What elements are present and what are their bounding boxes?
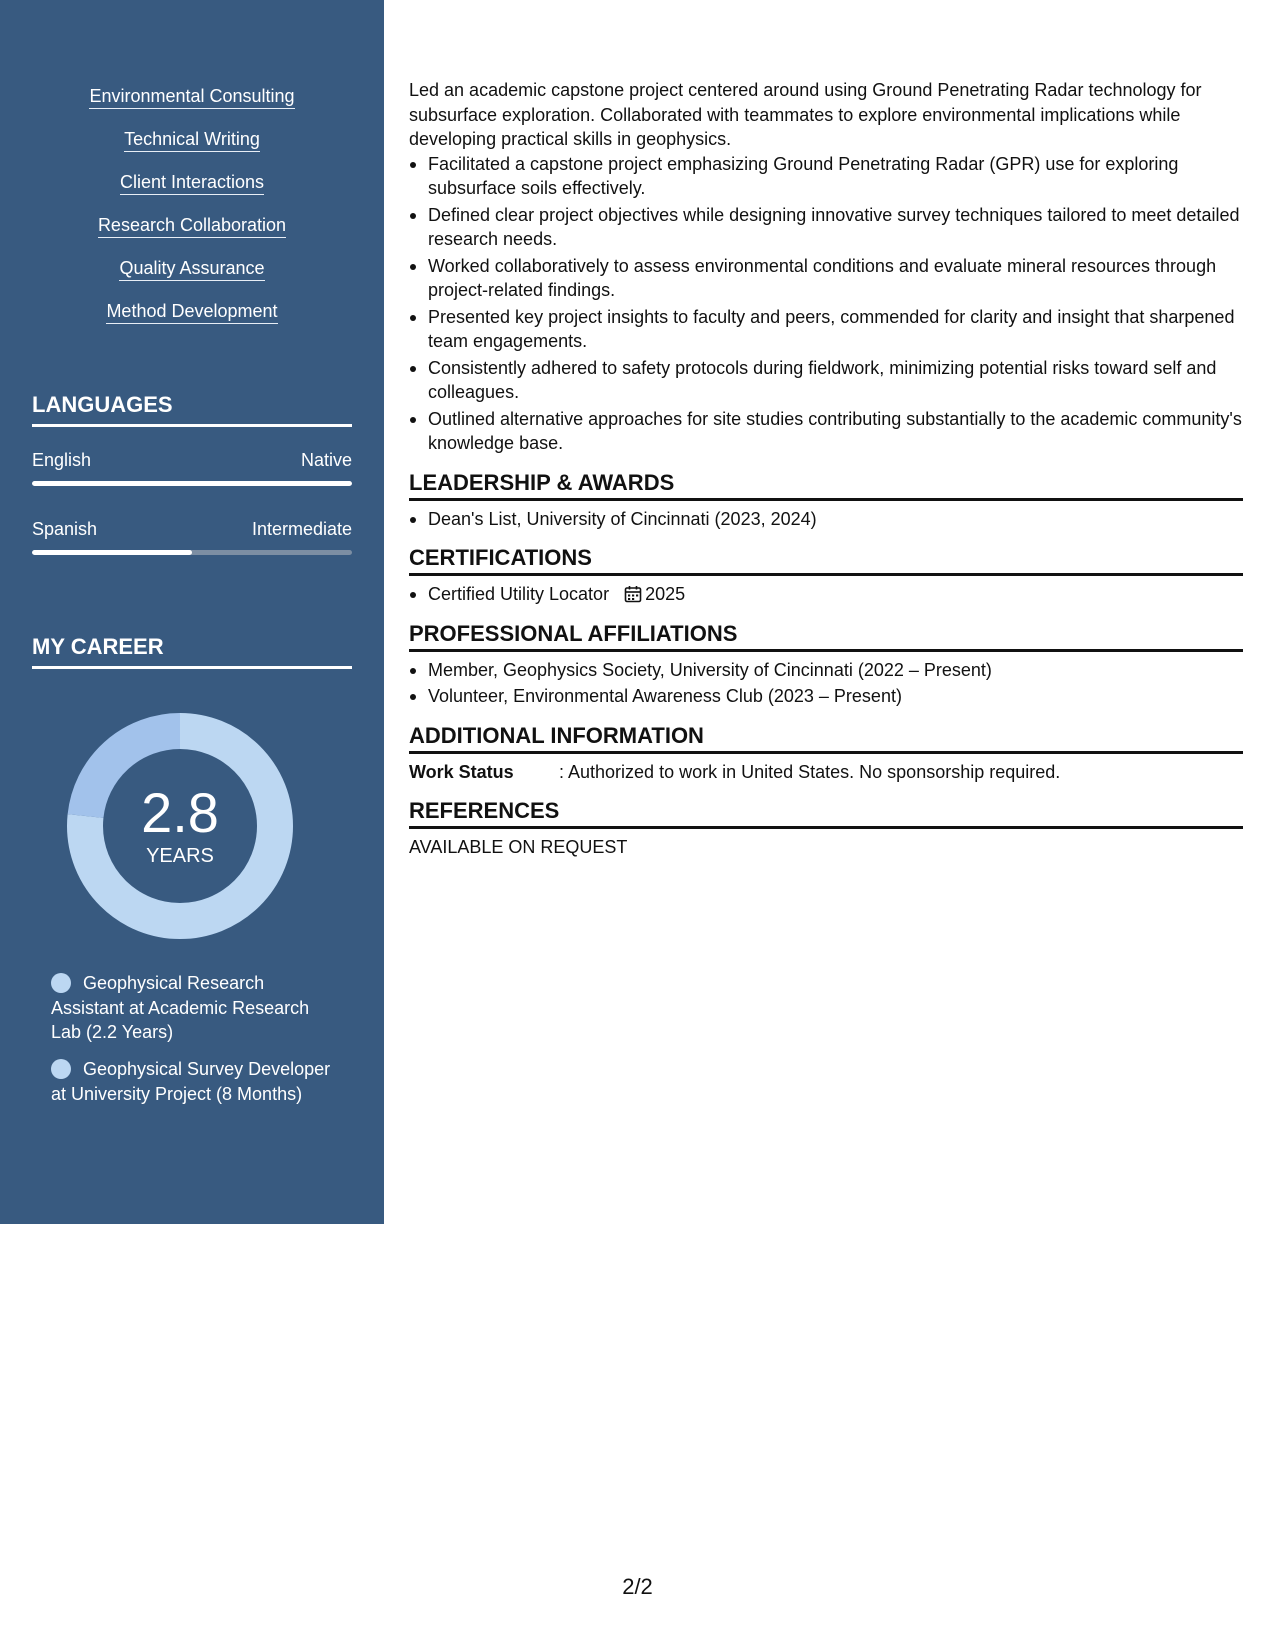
skill-link[interactable]: Research Collaboration	[98, 215, 286, 238]
main-content	[409, 78, 1243, 860]
legend-dot	[51, 973, 71, 993]
career-legend-label: Geophysical Research Assistant at Academic Research Lab (2.2 Years)	[51, 973, 310, 1042]
affiliations-list	[409, 658, 1243, 709]
list-item	[409, 582, 1243, 607]
language-bar-spanish	[32, 550, 352, 555]
language-row-spanish	[32, 518, 352, 540]
certification-year: 2025	[645, 584, 686, 604]
list-item: Outlined alternative approaches for site studies contributing substantially to the academic community's knowledge base.	[409, 407, 1243, 456]
career-legend-item	[51, 971, 341, 1045]
language-bar-fill	[32, 481, 352, 486]
calendar-icon	[624, 585, 642, 603]
page-number: 2/2	[622, 1574, 653, 1599]
section-title-certifications: CERTIFICATIONS	[409, 545, 1243, 576]
language-level: Intermediate	[251, 519, 352, 539]
section-title-additional: ADDITIONAL INFORMATION	[409, 723, 1243, 754]
list-item: Worked collaboratively to assess environmental conditions and evaluate mineral resources through project-related findings.	[409, 254, 1243, 303]
work-status-value: : Authorized to work in United States. No sponsorship required.	[559, 761, 1061, 782]
certification-name: Certified Utility Locator	[428, 584, 610, 604]
skill-link[interactable]: Environmental Consulting	[89, 86, 294, 109]
section-title-affiliations: PROFESSIONAL AFFILIATIONS	[409, 621, 1243, 652]
career-total-value: 2.8	[141, 781, 219, 844]
list-item: Volunteer, Environmental Awareness Club (2023 – Present)	[409, 684, 1243, 709]
work-status-label: Work Status	[409, 761, 514, 782]
skill-link[interactable]: Technical Writing	[124, 129, 260, 152]
references-text: AVAILABLE ON REQUEST	[409, 837, 628, 857]
section-title-references: REFERENCES	[409, 798, 1243, 829]
career-total-unit: YEARS	[146, 845, 214, 867]
certifications-list	[409, 582, 1243, 607]
career-legend-label: Geophysical Survey Developer at University Project (8 Months)	[51, 1059, 331, 1104]
career-legend-item	[51, 1057, 341, 1106]
language-name: Spanish	[32, 519, 98, 539]
list-item: Dean's List, University of Cincinnati (2023, 2024)	[409, 507, 1243, 532]
sidebar	[0, 0, 384, 1224]
language-row-english	[32, 449, 352, 471]
skill-link[interactable]: Quality Assurance	[119, 258, 264, 281]
skills-list	[0, 86, 384, 344]
skill-link[interactable]: Method Development	[106, 301, 277, 324]
career-total	[66, 712, 294, 940]
skill-link[interactable]: Client Interactions	[120, 172, 264, 195]
list-item: Facilitated a capstone project emphasizing Ground Penetrating Radar (GPR) use for exploring subsurface soils effectively.	[409, 152, 1243, 201]
list-item: Member, Geophysics Society, University of Cincinnati (2022 – Present)	[409, 658, 1243, 683]
list-item: Presented key project insights to faculty and peers, commended for clarity and insight that sharpened team engagements.	[409, 305, 1243, 354]
legend-dot	[51, 1059, 71, 1079]
language-level: Native	[300, 450, 352, 470]
language-bar-fill	[32, 550, 192, 555]
career-heading: MY CAREER	[32, 634, 352, 669]
project-summary: Led an academic capstone project centered around using Ground Penetrating Radar technology for subsurface exploration. Collaborated with teammates to explore environmental implications while developing practical skills in geophysics.	[409, 80, 1202, 149]
list-item: Defined clear project objectives while designing innovative survey techniques tailored to meet detailed research needs.	[409, 203, 1243, 252]
language-bar-english	[32, 481, 352, 486]
leadership-list	[409, 507, 1243, 532]
languages-heading: LANGUAGES	[32, 392, 352, 427]
language-name: English	[32, 450, 92, 470]
project-bullets	[409, 152, 1243, 456]
section-title-leadership: LEADERSHIP & AWARDS	[409, 470, 1243, 501]
work-status-row	[409, 760, 1243, 785]
list-item: Consistently adhered to safety protocols during fieldwork, minimizing potential risks toward self and colleagues.	[409, 356, 1243, 405]
